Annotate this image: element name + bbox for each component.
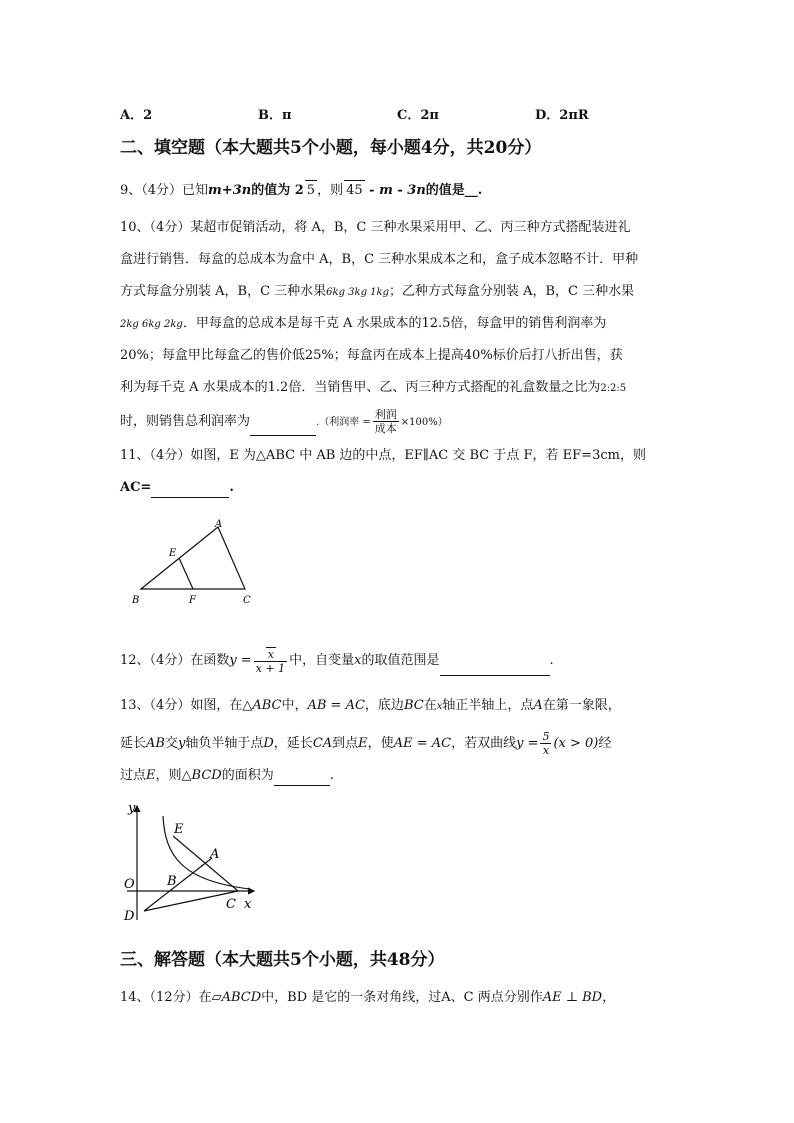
q13-l2h: CA	[312, 736, 333, 751]
q13-l2d: y	[177, 736, 186, 751]
q13-l3e: 的面积为	[221, 768, 274, 783]
q13-l1b: △ABC	[242, 698, 282, 713]
label-x: x	[244, 897, 252, 912]
question-12	[120, 646, 554, 676]
q13-l1d: AB = AC	[307, 698, 365, 713]
label-d: D	[124, 909, 135, 924]
q10-fraction	[373, 408, 399, 435]
q11-answer-blank[interactable]	[151, 483, 229, 498]
q10-line7	[120, 408, 448, 436]
q9-expr1: m+3n	[208, 183, 252, 198]
q13-frac-den: x	[542, 744, 550, 757]
q10-line3-c: ；乙种方式每盒分别装 A，B，C 三种水果	[388, 284, 635, 299]
q9-text1: 9、（4分）已知	[120, 183, 209, 198]
q10-line4-a: 2kg 6kg 2kg	[120, 319, 183, 330]
q12-answer-blank[interactable]	[440, 661, 550, 676]
q10-line7-b: .（利润率 =	[316, 417, 371, 428]
q13-fraction	[540, 730, 551, 757]
q13-line1	[120, 696, 621, 717]
q12-text2: 中，自变量	[289, 653, 355, 668]
label-o: O	[124, 877, 135, 892]
segment-ef	[179, 558, 193, 589]
q13-l3b: E	[146, 768, 156, 783]
q12-fraction	[254, 647, 287, 675]
option-c: C．2π	[397, 108, 439, 123]
q12-text3: 的取值范围是	[361, 653, 440, 668]
q9-text4: - m - 3n	[364, 183, 426, 198]
q12-text1: 12、（4分）在函数	[120, 653, 230, 668]
triangle-abc	[141, 527, 245, 589]
q10-line6	[120, 378, 626, 399]
q11-line2	[120, 478, 234, 498]
q14-parallelogram: ▱ABCD	[211, 990, 262, 1005]
q10-line7-c: ×100%）	[400, 417, 448, 428]
label-c: C	[226, 897, 236, 912]
q13-l2f: D	[263, 736, 274, 751]
q12-sqrt: x	[267, 647, 275, 661]
section2-title: 二、填空题（本大题共5个小题，每小题4分，共20分）	[120, 138, 542, 158]
q13-l2p: 经	[598, 736, 612, 751]
label-f: F	[189, 595, 196, 606]
option-d: D．2πR	[535, 108, 589, 123]
q13-l1e: ，底边	[364, 698, 404, 713]
label-c: C	[243, 595, 251, 606]
q12-frac-den: x + 1	[255, 661, 286, 675]
q10-frac-den: 成本	[374, 422, 397, 435]
q12-end: .	[549, 653, 554, 668]
q13-l3f: .	[329, 768, 334, 783]
question-9	[120, 180, 482, 201]
q9-root1: 5	[305, 180, 317, 201]
q10-line4	[120, 314, 606, 335]
q10-line4-b: ．甲每盒的总成本是每千克 A 水果成本的12.5倍，每盒甲的销售利润率为	[182, 316, 607, 331]
q13-l1h: x	[436, 701, 443, 712]
option-b: B．π	[258, 108, 292, 123]
q13-hyperbola-figure	[122, 796, 262, 928]
label-a: A	[210, 847, 220, 862]
q11-text: AC=	[120, 480, 152, 495]
q10-line6-b: 2:2:5	[600, 383, 627, 394]
q13-answer-blank[interactable]	[274, 771, 330, 786]
label-b: B	[132, 595, 140, 606]
label-a: A	[215, 519, 223, 530]
q13-l2l: AE = AC	[393, 736, 452, 751]
q13-l2o: (x > 0)	[553, 736, 599, 751]
q10-line3-a: 方式每盒分别装 A，B，C 三种水果	[120, 284, 327, 299]
q13-l3c: ，则	[155, 768, 182, 783]
q14-text1: 14、（12分）在	[120, 990, 212, 1005]
q13-l1i: 轴正半轴上，点	[442, 698, 534, 713]
q12-y: y =	[229, 653, 252, 668]
q10-frac-num: 利润	[374, 408, 397, 421]
q13-l1g: 在	[423, 698, 437, 713]
q13-l2k: ，使	[367, 736, 394, 751]
q10-answer-blank[interactable]	[250, 421, 316, 436]
segment-dc	[144, 891, 238, 911]
q10-line6-a: 利为每千克 A 水果成本的1.2倍．当销售甲、乙、丙三种方式搭配的礼盒数量之比为	[120, 380, 601, 395]
q10-line3	[120, 282, 634, 303]
q9-text2: 的值为 2	[251, 183, 304, 198]
q13-l1k: 在第一象限，	[542, 698, 621, 713]
q14-text5: ，	[602, 990, 616, 1005]
q13-l2a: 延长	[120, 736, 147, 751]
q12-var: x	[354, 653, 362, 668]
label-e: E	[169, 548, 177, 559]
q10-line7-a: 时，则销售总利润率为	[120, 414, 251, 429]
q9-text5: 的值是__.	[425, 183, 483, 198]
option-a: A．2	[120, 108, 153, 123]
segment-da	[144, 858, 212, 911]
q13-line2	[120, 728, 611, 760]
q13-l2m: ，若双曲线	[451, 736, 517, 751]
q14-text3: 中，BD 是它的一条对角线，过A、C 两点分别作	[261, 990, 543, 1005]
q10-line5: 20%；每盒甲比每盒乙的售价低25%；每盒丙在成本上提高40%标价后打八折出售，获	[120, 348, 623, 363]
q13-l2i: 到点	[332, 736, 359, 751]
label-y: y	[128, 801, 136, 816]
section3-title: 三、解答题（本大题共5个小题，共48分）	[120, 950, 445, 970]
q13-l2g: ，延长	[273, 736, 313, 751]
q10-line2: 盒进行销售．每盒的总成本为盒中 A，B，C 三种水果成本之和，盒子成本忽略不计．甲种	[120, 252, 639, 267]
q11-triangle-figure	[125, 515, 265, 610]
q10-line3-b: 6kg 3kg 1kg	[326, 287, 389, 298]
q13-l2n: y =	[516, 736, 539, 751]
q13-l2c: 交	[164, 736, 178, 751]
q13-l2b: AB	[146, 736, 165, 751]
q13-l1f: BC	[403, 698, 424, 713]
q13-l1c: 中，	[281, 698, 308, 713]
q13-line3	[120, 766, 334, 786]
q13-frac-num: 5	[542, 730, 550, 743]
q14-expr: AE ⊥ BD	[542, 990, 603, 1005]
q11-end: .	[229, 480, 234, 495]
q13-l1a: 13、（4分）如图，在	[120, 698, 243, 713]
q9-root2: 45	[344, 180, 365, 201]
q10-line1: 10、（4分）某超市促销活动，将 A，B，C 三种水果采用甲、乙、丙三种方式搭配装进礼	[120, 220, 631, 235]
q13-l2j: E	[358, 736, 368, 751]
q9-text3: ，则	[317, 183, 344, 198]
q13-l1j: A	[533, 698, 543, 713]
q12-frac-num	[254, 647, 287, 662]
label-b: B	[167, 874, 177, 889]
q13-l3d: △BCD	[181, 768, 222, 783]
q13-l3a: 过点	[120, 768, 147, 783]
q13-l2e: 轴负半轴于点	[185, 736, 264, 751]
question-14	[120, 988, 615, 1008]
label-e: E	[174, 822, 184, 837]
q11-line1: 11、（4分）如图，E 为△ABC 中 AB 边的中点，EF∥AC 交 BC 于点 F，若 EF=3cm，则	[120, 448, 646, 463]
